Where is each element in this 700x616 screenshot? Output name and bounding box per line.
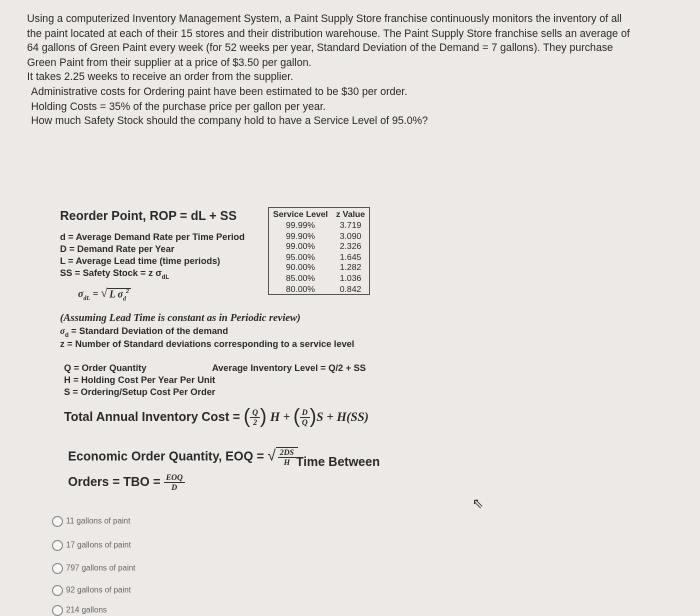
eoq-formula xyxy=(68,447,298,467)
sigma-dl-eq: = xyxy=(90,289,101,300)
sigma-d-definition xyxy=(60,326,228,339)
answer-option-label: 92 gallons of paint xyxy=(66,585,131,595)
question-line: Holding Costs = 35% of the purchase price per gallon per year. xyxy=(31,100,326,113)
question-text xyxy=(27,12,677,129)
z-value-cell: 2.326 xyxy=(339,241,362,252)
z-table-row xyxy=(269,262,370,273)
answer-option-label: 17 gallons of paint xyxy=(66,540,131,550)
answer-option-label: 214 gallons xyxy=(66,605,107,615)
tac-label: Total Annual Inventory Cost = xyxy=(64,409,244,424)
sigma-dl-lhs-sub: dL xyxy=(83,296,91,302)
service-level-cell: 99.99% xyxy=(285,220,316,230)
time-between-label: Time Between xyxy=(296,455,380,469)
service-level-cell: 95.00% xyxy=(285,251,316,262)
definition-D: D = Demand Rate per Year xyxy=(60,244,175,254)
service-level-cell: 80.00% xyxy=(285,283,316,294)
service-level-cell: 99.90% xyxy=(285,230,316,241)
q-over-2-fraction xyxy=(250,408,260,427)
answer-option[interactable] xyxy=(52,516,130,527)
paren: ( xyxy=(243,406,251,428)
z-value-cell: 3.090 xyxy=(339,230,362,241)
sigma-dl-lhs: σ xyxy=(78,289,84,300)
paren: ) xyxy=(259,406,267,428)
total-annual-cost-formula xyxy=(64,406,369,429)
z-table-row xyxy=(269,241,370,252)
mouse-cursor-icon: ⇖ xyxy=(472,495,484,511)
sqrt-symbol: √ xyxy=(100,286,108,300)
paren: ) xyxy=(309,406,317,428)
z-table-header: z Value xyxy=(335,209,366,219)
z-value-cell: 1.036 xyxy=(339,272,362,283)
answer-option-label: 11 gallons of paint xyxy=(66,516,131,526)
question-line: 64 gallons of Green Paint every week (for 52 weeks per year, Standard Deviation of the Demand = 7 gallons). They purchase xyxy=(27,42,614,55)
z-value-cell: 0.842 xyxy=(339,283,362,294)
definition-d: d = Average Demand Rate per Time Period xyxy=(60,232,245,242)
definition-ss-sub: dL xyxy=(161,274,170,281)
radio-button[interactable] xyxy=(52,540,63,551)
d-over-q-fraction xyxy=(300,408,310,427)
h-definition: H = Holding Cost Per Year Per Unit xyxy=(64,375,216,385)
sigma-dl-radicand xyxy=(107,288,131,302)
definition-L: L = Average Lead time (time periods) xyxy=(60,256,221,266)
tbo-label: Orders = TBO = xyxy=(68,474,164,489)
sigma-dl-rhs-sub: d xyxy=(123,296,126,302)
paren: ( xyxy=(293,406,300,428)
z-definition: z = Number of Standard deviations corresponding to a service level xyxy=(60,339,355,349)
service-level-cell: 90.00% xyxy=(285,262,316,273)
z-table-header: Service Level xyxy=(273,209,328,219)
sqrt-symbol: √ xyxy=(267,447,276,465)
z-table-row xyxy=(269,252,370,263)
z-value-cell: 1.645 xyxy=(339,251,362,262)
average-inventory: Average Inventory Level = Q/2 + SS xyxy=(212,363,366,373)
assumption-note: (Assuming Lead Time is constant as in Periodic review) xyxy=(60,313,301,324)
service-level-cell: 85.00% xyxy=(285,272,316,283)
question-line: How much Safety Stock should the company hold to have a Service Level of 95.0%? xyxy=(31,115,428,128)
definition-ss xyxy=(60,268,169,281)
z-value-cell: 1.282 xyxy=(339,262,362,273)
q-definition: Q = Order Quantity xyxy=(64,363,147,373)
tac-tail: S + H(SS) xyxy=(316,409,369,424)
fraction-denominator: H xyxy=(283,458,290,467)
z-value-cell: 3.719 xyxy=(339,220,362,230)
answer-option[interactable] xyxy=(52,563,135,574)
z-table-row xyxy=(269,220,370,231)
s-definition: S = Ordering/Setup Cost Per Order xyxy=(64,387,216,397)
fraction-denominator: 2 xyxy=(253,418,258,427)
answer-option[interactable] xyxy=(52,605,107,616)
sigma-dl-rhs: L σ xyxy=(109,289,123,300)
fraction-denominator: Q xyxy=(301,418,308,427)
z-table-row xyxy=(269,284,370,295)
fraction-numerator: D xyxy=(301,408,308,417)
tbo-formula xyxy=(68,473,185,492)
tbo-fraction xyxy=(164,473,185,492)
question-line: Green Paint from their supplier at a price of $3.50 per gallon. xyxy=(27,56,312,69)
fraction-numerator: EOQ xyxy=(165,473,183,482)
z-table-row xyxy=(269,231,370,242)
fraction-numerator: Q xyxy=(252,408,258,417)
definition-ss-text: SS = Safety Stock = z σ xyxy=(60,268,162,278)
radio-button[interactable] xyxy=(52,585,63,596)
rop-title: Reorder Point, ROP = dL + SS xyxy=(60,209,237,223)
sigma-d-symbol: σ xyxy=(60,326,65,336)
sigma-dl-formula xyxy=(78,286,131,302)
question-line: Administrative costs for Ordering paint have been estimated to be $30 per order. xyxy=(31,85,408,98)
question-line: the paint located at each of their 15 stores and their distribution warehouse. The Paint Supply Store franchise sells an average of xyxy=(27,27,630,40)
z-table-row xyxy=(269,273,370,284)
question-line: It takes 2.25 weeks to receive an order from the supplier. xyxy=(27,71,294,84)
radio-button[interactable] xyxy=(52,563,63,574)
fraction-numerator: 2DS xyxy=(279,448,294,457)
sigma-dl-rhs-sup: 2 xyxy=(126,288,129,295)
eoq-label: Economic Order Quantity, EOQ = xyxy=(68,449,268,464)
service-level-cell: 99.00% xyxy=(285,241,316,252)
z-value-table xyxy=(268,207,370,295)
radio-button[interactable] xyxy=(52,516,63,527)
radio-button[interactable] xyxy=(52,605,63,616)
fraction-denominator: D xyxy=(171,483,178,492)
answer-option[interactable] xyxy=(52,540,131,551)
sigma-d-sub: d xyxy=(64,332,69,339)
answer-option-label: 797 gallons of paint xyxy=(66,563,136,573)
sigma-d-text: = Standard Deviation of the demand xyxy=(68,326,229,336)
eoq-fraction xyxy=(276,447,298,467)
question-line: Using a computerized Inventory Management System, a Paint Supply Store franchise continuously monitors the inventory of all xyxy=(27,13,622,25)
tac-h-term: H + xyxy=(270,409,294,424)
answer-option[interactable] xyxy=(52,585,131,596)
